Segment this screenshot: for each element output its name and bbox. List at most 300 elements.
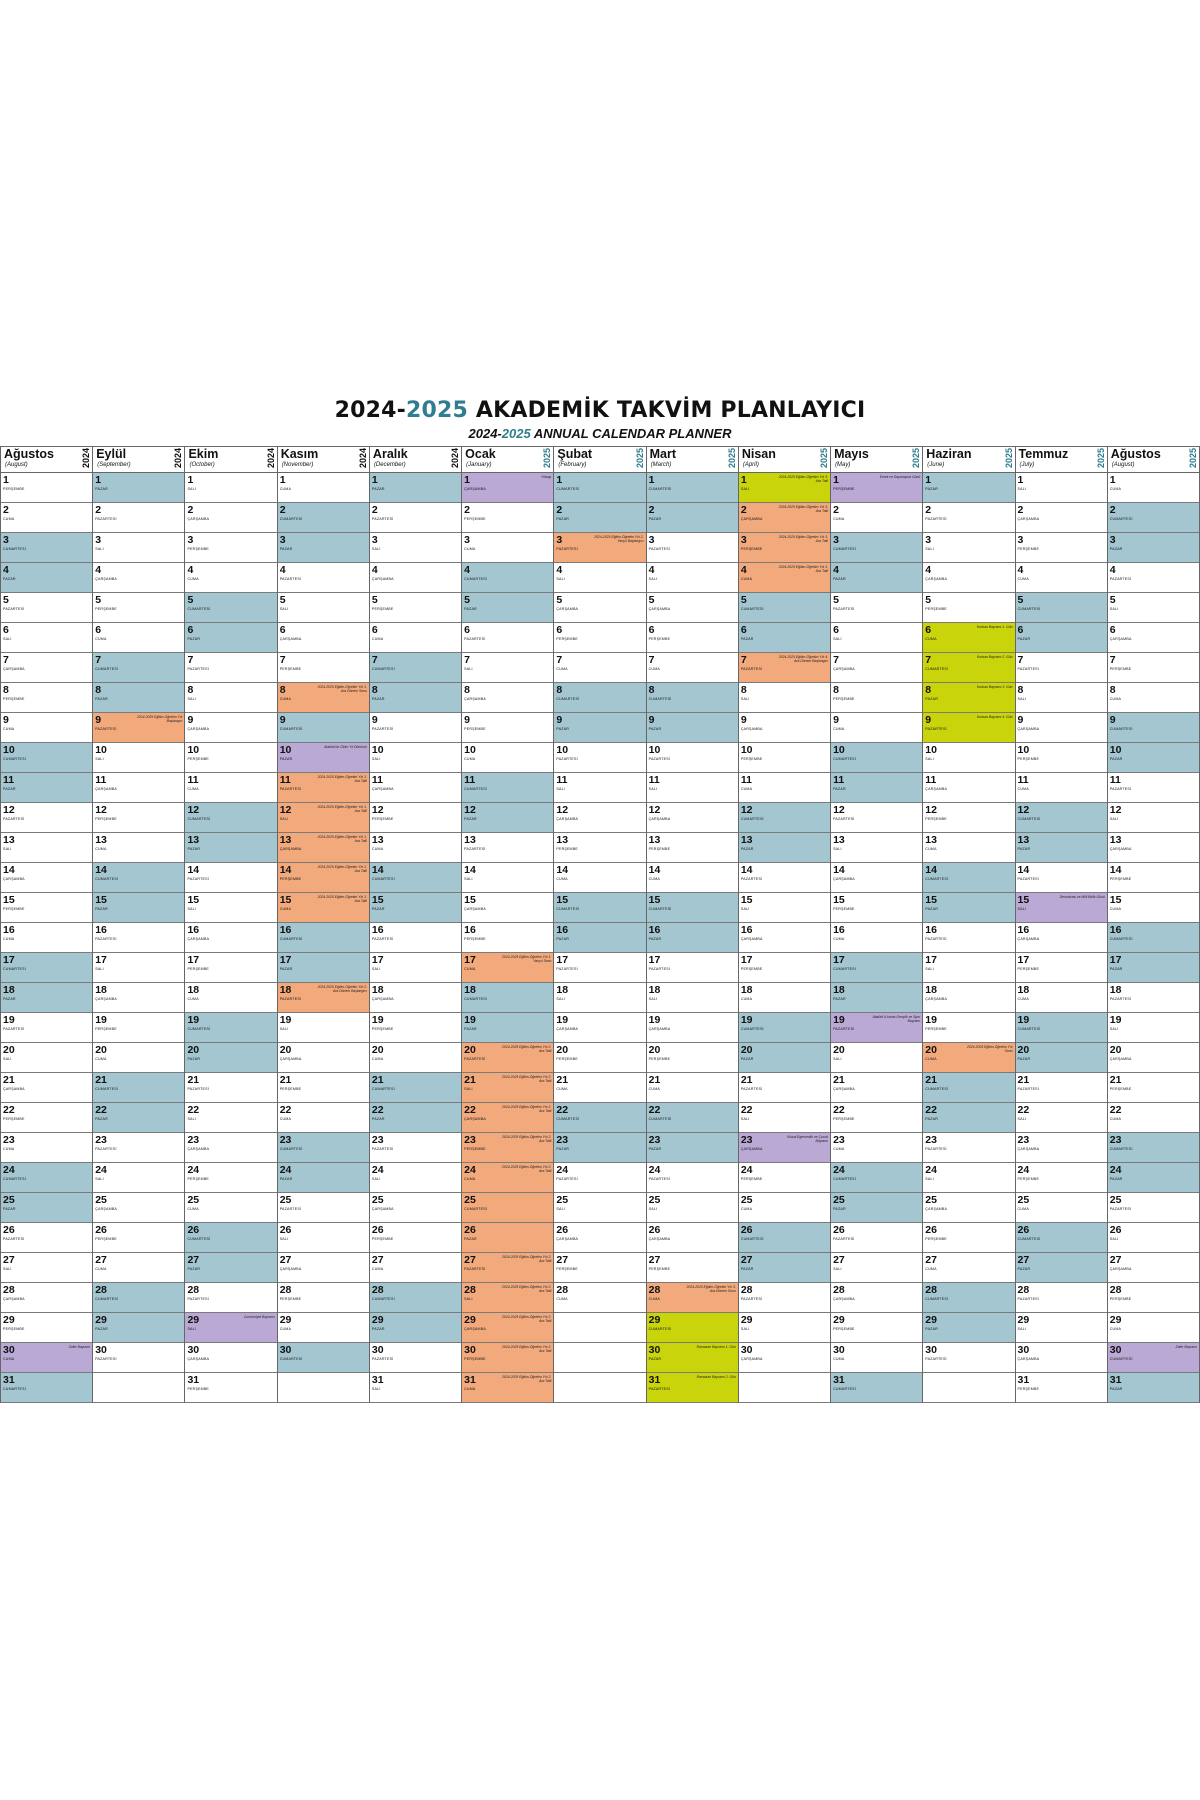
day-cell[interactable] — [185, 533, 276, 563]
day-cell[interactable] — [1, 923, 92, 953]
day-cell[interactable] — [462, 563, 553, 593]
day-cell[interactable] — [1108, 1253, 1199, 1283]
day-cell[interactable] — [1108, 983, 1199, 1013]
day-cell[interactable] — [185, 473, 276, 503]
day-cell[interactable] — [923, 773, 1014, 803]
day-cell[interactable] — [647, 953, 738, 983]
day-cell[interactable] — [1, 1103, 92, 1133]
day-cell[interactable] — [93, 563, 184, 593]
day-cell[interactable] — [1016, 1013, 1107, 1043]
day-cell[interactable] — [831, 713, 922, 743]
day-cell[interactable] — [831, 1253, 922, 1283]
day-cell[interactable] — [278, 773, 369, 803]
day-cell[interactable] — [462, 803, 553, 833]
day-cell[interactable] — [185, 1073, 276, 1103]
day-cell[interactable] — [462, 1163, 553, 1193]
day-cell[interactable] — [1, 833, 92, 863]
day-cell[interactable] — [1, 983, 92, 1013]
day-cell[interactable] — [93, 1133, 184, 1163]
day-cell[interactable] — [554, 923, 645, 953]
day-cell[interactable] — [1, 893, 92, 923]
day-cell[interactable] — [831, 1283, 922, 1313]
day-cell[interactable] — [370, 593, 461, 623]
day-cell[interactable] — [923, 473, 1014, 503]
day-cell[interactable] — [923, 1163, 1014, 1193]
day-cell[interactable] — [370, 833, 461, 863]
day-cell[interactable] — [554, 1013, 645, 1043]
day-cell[interactable] — [370, 533, 461, 563]
day-cell[interactable] — [739, 743, 830, 773]
day-cell[interactable] — [278, 923, 369, 953]
day-cell[interactable] — [647, 1043, 738, 1073]
day-cell[interactable] — [831, 1313, 922, 1343]
day-cell[interactable] — [1108, 563, 1199, 593]
day-cell[interactable] — [185, 833, 276, 863]
day-cell[interactable] — [923, 713, 1014, 743]
day-cell[interactable] — [370, 1193, 461, 1223]
day-cell[interactable] — [278, 1193, 369, 1223]
day-cell[interactable] — [647, 713, 738, 743]
day-cell[interactable] — [647, 1103, 738, 1133]
day-cell[interactable] — [1, 863, 92, 893]
day-cell[interactable] — [647, 503, 738, 533]
day-cell[interactable] — [1, 1073, 92, 1103]
day-cell[interactable] — [554, 773, 645, 803]
day-cell[interactable] — [831, 983, 922, 1013]
day-cell[interactable] — [831, 593, 922, 623]
day-cell[interactable] — [923, 623, 1014, 653]
day-cell[interactable] — [923, 593, 1014, 623]
day-cell[interactable] — [462, 533, 553, 563]
day-cell[interactable] — [1, 743, 92, 773]
day-cell[interactable] — [831, 1073, 922, 1103]
day-cell[interactable] — [1016, 1103, 1107, 1133]
day-cell[interactable] — [739, 1283, 830, 1313]
day-cell[interactable] — [1108, 473, 1199, 503]
day-cell[interactable] — [370, 923, 461, 953]
day-cell[interactable] — [647, 1223, 738, 1253]
day-cell[interactable] — [1108, 953, 1199, 983]
day-cell[interactable] — [185, 653, 276, 683]
day-cell[interactable] — [278, 863, 369, 893]
day-cell[interactable] — [1016, 473, 1107, 503]
day-cell[interactable] — [1108, 1283, 1199, 1313]
day-cell[interactable] — [185, 1373, 276, 1403]
day-cell[interactable] — [93, 473, 184, 503]
day-cell[interactable] — [370, 563, 461, 593]
day-cell[interactable] — [1016, 653, 1107, 683]
day-cell[interactable] — [647, 563, 738, 593]
day-cell[interactable] — [554, 803, 645, 833]
day-cell[interactable] — [923, 653, 1014, 683]
day-cell[interactable] — [278, 1223, 369, 1253]
day-cell[interactable] — [93, 893, 184, 923]
day-cell[interactable] — [278, 1133, 369, 1163]
day-cell[interactable] — [462, 503, 553, 533]
day-cell[interactable] — [185, 803, 276, 833]
day-cell[interactable] — [370, 473, 461, 503]
day-cell[interactable] — [278, 683, 369, 713]
day-cell[interactable] — [93, 923, 184, 953]
day-cell[interactable] — [462, 1283, 553, 1313]
day-cell[interactable] — [1, 1253, 92, 1283]
day-cell[interactable] — [185, 1253, 276, 1283]
day-cell[interactable] — [278, 563, 369, 593]
day-cell[interactable] — [923, 533, 1014, 563]
day-cell[interactable] — [1016, 1193, 1107, 1223]
day-cell[interactable] — [1, 1343, 92, 1373]
day-cell[interactable] — [1108, 743, 1199, 773]
day-cell[interactable] — [554, 1043, 645, 1073]
day-cell[interactable] — [93, 1103, 184, 1133]
day-cell[interactable] — [554, 1163, 645, 1193]
day-cell[interactable] — [1108, 713, 1199, 743]
day-cell[interactable] — [1016, 1223, 1107, 1253]
day-cell[interactable] — [1016, 1343, 1107, 1373]
day-cell[interactable] — [185, 503, 276, 533]
day-cell[interactable] — [462, 1193, 553, 1223]
day-cell[interactable] — [185, 1163, 276, 1193]
day-cell[interactable] — [278, 623, 369, 653]
day-cell[interactable] — [554, 593, 645, 623]
day-cell[interactable] — [185, 1103, 276, 1133]
day-cell[interactable] — [278, 953, 369, 983]
day-cell[interactable] — [923, 1313, 1014, 1343]
day-cell[interactable] — [93, 593, 184, 623]
day-cell[interactable] — [1016, 713, 1107, 743]
day-cell[interactable] — [370, 1133, 461, 1163]
day-cell[interactable] — [739, 563, 830, 593]
day-cell[interactable] — [831, 953, 922, 983]
day-cell[interactable] — [278, 833, 369, 863]
day-cell[interactable] — [185, 773, 276, 803]
day-cell[interactable] — [1016, 1073, 1107, 1103]
day-cell[interactable] — [93, 653, 184, 683]
day-cell[interactable] — [647, 623, 738, 653]
day-cell[interactable] — [831, 863, 922, 893]
day-cell[interactable] — [647, 1283, 738, 1313]
day-cell[interactable] — [739, 1343, 830, 1373]
day-cell[interactable] — [185, 893, 276, 923]
day-cell[interactable] — [93, 983, 184, 1013]
day-cell[interactable] — [1016, 863, 1107, 893]
day-cell[interactable] — [1016, 833, 1107, 863]
day-cell[interactable] — [1, 1373, 92, 1403]
day-cell[interactable] — [1016, 1163, 1107, 1193]
day-cell[interactable] — [93, 683, 184, 713]
day-cell[interactable] — [554, 563, 645, 593]
day-cell[interactable] — [831, 803, 922, 833]
day-cell[interactable] — [278, 893, 369, 923]
day-cell[interactable] — [739, 983, 830, 1013]
day-cell[interactable] — [1108, 1373, 1199, 1403]
day-cell[interactable] — [93, 1283, 184, 1313]
day-cell[interactable] — [462, 1223, 553, 1253]
day-cell[interactable] — [739, 623, 830, 653]
day-cell[interactable] — [923, 1343, 1014, 1373]
day-cell[interactable] — [739, 1163, 830, 1193]
day-cell[interactable] — [93, 1043, 184, 1073]
day-cell[interactable] — [1016, 563, 1107, 593]
day-cell[interactable] — [923, 1103, 1014, 1133]
day-cell[interactable] — [647, 653, 738, 683]
day-cell[interactable] — [923, 803, 1014, 833]
day-cell[interactable] — [831, 503, 922, 533]
day-cell[interactable] — [370, 743, 461, 773]
day-cell[interactable] — [1016, 773, 1107, 803]
day-cell[interactable] — [185, 1343, 276, 1373]
day-cell[interactable] — [278, 1343, 369, 1373]
day-cell[interactable] — [739, 893, 830, 923]
day-cell[interactable] — [93, 803, 184, 833]
day-cell[interactable] — [554, 683, 645, 713]
day-cell[interactable] — [739, 1253, 830, 1283]
day-cell[interactable] — [1, 1163, 92, 1193]
day-cell[interactable] — [554, 533, 645, 563]
day-cell[interactable] — [462, 893, 553, 923]
day-cell[interactable] — [93, 743, 184, 773]
day-cell[interactable] — [278, 713, 369, 743]
day-cell[interactable] — [831, 1013, 922, 1043]
day-cell[interactable] — [647, 773, 738, 803]
day-cell[interactable] — [923, 563, 1014, 593]
day-cell[interactable] — [185, 1313, 276, 1343]
day-cell[interactable] — [647, 1373, 738, 1403]
day-cell[interactable] — [185, 593, 276, 623]
day-cell[interactable] — [278, 743, 369, 773]
day-cell[interactable] — [647, 1343, 738, 1373]
day-cell[interactable] — [647, 1013, 738, 1043]
day-cell[interactable] — [1108, 833, 1199, 863]
day-cell[interactable] — [370, 893, 461, 923]
day-cell[interactable] — [831, 1043, 922, 1073]
day-cell[interactable] — [554, 1103, 645, 1133]
day-cell[interactable] — [739, 1073, 830, 1103]
day-cell[interactable] — [1, 1313, 92, 1343]
day-cell[interactable] — [462, 1373, 553, 1403]
day-cell[interactable] — [370, 1373, 461, 1403]
day-cell[interactable] — [647, 923, 738, 953]
day-cell[interactable] — [831, 623, 922, 653]
day-cell[interactable] — [647, 1193, 738, 1223]
day-cell[interactable] — [647, 1133, 738, 1163]
day-cell[interactable] — [554, 893, 645, 923]
day-cell[interactable] — [923, 983, 1014, 1013]
day-cell[interactable] — [647, 1073, 738, 1103]
day-cell[interactable] — [185, 623, 276, 653]
day-cell[interactable] — [1108, 1313, 1199, 1343]
day-cell[interactable] — [462, 833, 553, 863]
day-cell[interactable] — [462, 1133, 553, 1163]
day-cell[interactable] — [370, 1013, 461, 1043]
day-cell[interactable] — [185, 1283, 276, 1313]
day-cell[interactable] — [462, 923, 553, 953]
day-cell[interactable] — [1108, 533, 1199, 563]
day-cell[interactable] — [647, 893, 738, 923]
day-cell[interactable] — [93, 1313, 184, 1343]
day-cell[interactable] — [1, 953, 92, 983]
day-cell[interactable] — [462, 1103, 553, 1133]
day-cell[interactable] — [185, 923, 276, 953]
day-cell[interactable] — [1, 1193, 92, 1223]
day-cell[interactable] — [554, 833, 645, 863]
day-cell[interactable] — [185, 713, 276, 743]
day-cell[interactable] — [462, 593, 553, 623]
day-cell[interactable] — [923, 833, 1014, 863]
day-cell[interactable] — [923, 1073, 1014, 1103]
day-cell[interactable] — [831, 1103, 922, 1133]
day-cell[interactable] — [554, 623, 645, 653]
day-cell[interactable] — [739, 473, 830, 503]
day-cell[interactable] — [1, 533, 92, 563]
day-cell[interactable] — [278, 1073, 369, 1103]
day-cell[interactable] — [739, 1223, 830, 1253]
day-cell[interactable] — [831, 683, 922, 713]
day-cell[interactable] — [923, 893, 1014, 923]
day-cell[interactable] — [1, 713, 92, 743]
day-cell[interactable] — [831, 563, 922, 593]
day-cell[interactable] — [278, 1043, 369, 1073]
day-cell[interactable] — [1016, 1373, 1107, 1403]
day-cell[interactable] — [370, 1073, 461, 1103]
day-cell[interactable] — [462, 953, 553, 983]
day-cell[interactable] — [554, 1193, 645, 1223]
day-cell[interactable] — [647, 983, 738, 1013]
day-cell[interactable] — [1, 683, 92, 713]
day-cell[interactable] — [739, 713, 830, 743]
day-cell[interactable] — [278, 1013, 369, 1043]
day-cell[interactable] — [923, 1283, 1014, 1313]
day-cell[interactable] — [1108, 1013, 1199, 1043]
day-cell[interactable] — [1016, 803, 1107, 833]
day-cell[interactable] — [370, 1223, 461, 1253]
day-cell[interactable] — [93, 1013, 184, 1043]
day-cell[interactable] — [1, 1283, 92, 1313]
day-cell[interactable] — [923, 683, 1014, 713]
day-cell[interactable] — [1, 1133, 92, 1163]
day-cell[interactable] — [647, 743, 738, 773]
day-cell[interactable] — [1108, 623, 1199, 653]
day-cell[interactable] — [1, 803, 92, 833]
day-cell[interactable] — [278, 1103, 369, 1133]
day-cell[interactable] — [370, 713, 461, 743]
day-cell[interactable] — [739, 953, 830, 983]
day-cell[interactable] — [739, 773, 830, 803]
day-cell[interactable] — [647, 533, 738, 563]
day-cell[interactable] — [1, 593, 92, 623]
day-cell[interactable] — [554, 983, 645, 1013]
day-cell[interactable] — [923, 923, 1014, 953]
day-cell[interactable] — [370, 803, 461, 833]
day-cell[interactable] — [462, 1013, 553, 1043]
day-cell[interactable] — [831, 1133, 922, 1163]
day-cell[interactable] — [831, 653, 922, 683]
day-cell[interactable] — [1016, 743, 1107, 773]
day-cell[interactable] — [1, 563, 92, 593]
day-cell[interactable] — [831, 1373, 922, 1403]
day-cell[interactable] — [370, 653, 461, 683]
day-cell[interactable] — [647, 1163, 738, 1193]
day-cell[interactable] — [185, 1193, 276, 1223]
day-cell[interactable] — [739, 1193, 830, 1223]
day-cell[interactable] — [647, 1253, 738, 1283]
day-cell[interactable] — [831, 473, 922, 503]
day-cell[interactable] — [93, 623, 184, 653]
day-cell[interactable] — [185, 953, 276, 983]
day-cell[interactable] — [370, 863, 461, 893]
day-cell[interactable] — [1108, 863, 1199, 893]
day-cell[interactable] — [923, 1223, 1014, 1253]
day-cell[interactable] — [370, 1163, 461, 1193]
day-cell[interactable] — [831, 533, 922, 563]
day-cell[interactable] — [278, 533, 369, 563]
day-cell[interactable] — [1016, 983, 1107, 1013]
day-cell[interactable] — [1108, 803, 1199, 833]
day-cell[interactable] — [923, 1043, 1014, 1073]
day-cell[interactable] — [739, 593, 830, 623]
day-cell[interactable] — [278, 503, 369, 533]
day-cell[interactable] — [93, 533, 184, 563]
day-cell[interactable] — [923, 1193, 1014, 1223]
day-cell[interactable] — [1108, 683, 1199, 713]
day-cell[interactable] — [93, 1343, 184, 1373]
day-cell[interactable] — [1016, 953, 1107, 983]
day-cell[interactable] — [1016, 533, 1107, 563]
day-cell[interactable] — [1108, 1043, 1199, 1073]
day-cell[interactable] — [1108, 1073, 1199, 1103]
day-cell[interactable] — [1, 773, 92, 803]
day-cell[interactable] — [185, 1223, 276, 1253]
day-cell[interactable] — [647, 593, 738, 623]
day-cell[interactable] — [185, 863, 276, 893]
day-cell[interactable] — [1108, 1133, 1199, 1163]
day-cell[interactable] — [370, 1043, 461, 1073]
day-cell[interactable] — [1016, 923, 1107, 953]
day-cell[interactable] — [1108, 893, 1199, 923]
day-cell[interactable] — [739, 863, 830, 893]
day-cell[interactable] — [462, 863, 553, 893]
day-cell[interactable] — [739, 653, 830, 683]
day-cell[interactable] — [1108, 593, 1199, 623]
day-cell[interactable] — [1108, 503, 1199, 533]
day-cell[interactable] — [185, 563, 276, 593]
day-cell[interactable] — [185, 1043, 276, 1073]
day-cell[interactable] — [93, 833, 184, 863]
day-cell[interactable] — [739, 923, 830, 953]
day-cell[interactable] — [278, 473, 369, 503]
day-cell[interactable] — [647, 863, 738, 893]
day-cell[interactable] — [462, 1253, 553, 1283]
day-cell[interactable] — [1016, 1283, 1107, 1313]
day-cell[interactable] — [93, 1073, 184, 1103]
day-cell[interactable] — [554, 743, 645, 773]
day-cell[interactable] — [278, 593, 369, 623]
day-cell[interactable] — [831, 1343, 922, 1373]
day-cell[interactable] — [1016, 1043, 1107, 1073]
day-cell[interactable] — [278, 1313, 369, 1343]
day-cell[interactable] — [462, 683, 553, 713]
day-cell[interactable] — [831, 773, 922, 803]
day-cell[interactable] — [93, 1223, 184, 1253]
day-cell[interactable] — [1016, 593, 1107, 623]
day-cell[interactable] — [1108, 653, 1199, 683]
day-cell[interactable] — [370, 1283, 461, 1313]
day-cell[interactable] — [462, 1043, 553, 1073]
day-cell[interactable] — [278, 1163, 369, 1193]
day-cell[interactable] — [739, 1133, 830, 1163]
day-cell[interactable] — [831, 1223, 922, 1253]
day-cell[interactable] — [278, 803, 369, 833]
